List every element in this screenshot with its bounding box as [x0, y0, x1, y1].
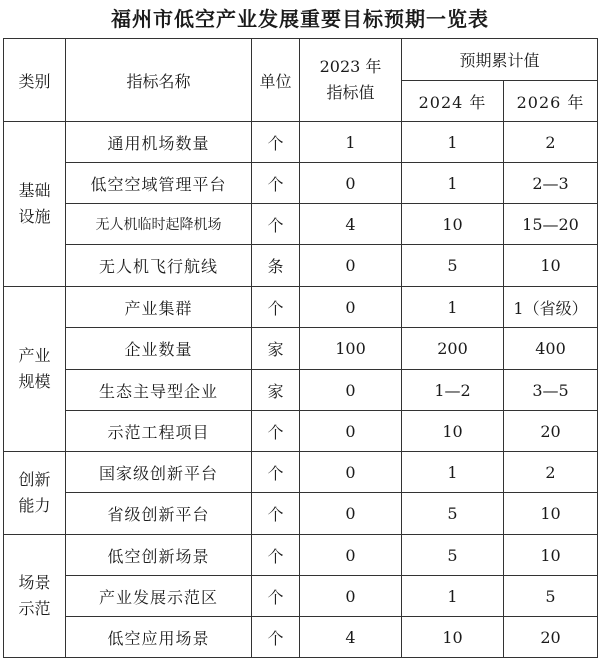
value-2023: 0 — [300, 576, 402, 617]
value-2024: 1 — [402, 163, 504, 204]
value-2026: 5 — [504, 576, 598, 617]
table-row — [4, 535, 598, 576]
indicator-name: 企业数量 — [66, 328, 252, 370]
page-title: 福州市低空产业发展重要目标预期一览表 — [111, 7, 489, 31]
value-2023: 0 — [300, 493, 402, 535]
value-2024: 10 — [402, 617, 504, 658]
unit-cell: 个 — [252, 287, 300, 328]
unit-cell: 个 — [252, 163, 300, 204]
indicator-name: 低空应用场景 — [66, 617, 252, 658]
value-2023: 4 — [300, 617, 402, 658]
table-row — [4, 245, 598, 287]
value-2024: 10 — [402, 411, 504, 452]
category-label: 基础 — [18, 181, 51, 200]
indicator-name: 低空空域管理平台 — [66, 163, 252, 204]
table-row — [4, 287, 598, 328]
value-2024: 10 — [402, 204, 504, 245]
indicator-name: 国家级创新平台 — [66, 452, 252, 493]
value-2024: 200 — [402, 328, 504, 370]
indicator-name: 无人机飞行航线 — [66, 245, 252, 287]
category-cell — [4, 535, 66, 658]
category-label: 示范 — [18, 599, 51, 618]
value-2024: 1—2 — [402, 370, 504, 411]
value-2024: 1 — [402, 576, 504, 617]
category-label: 场景 — [18, 573, 51, 592]
value-2024: 5 — [402, 245, 504, 287]
value-2024: 5 — [402, 535, 504, 576]
value-2023: 0 — [300, 452, 402, 493]
unit-cell: 个 — [252, 452, 300, 493]
unit-cell: 家 — [252, 370, 300, 411]
category-cell — [4, 452, 66, 535]
header-baseline-year: 2023 年 — [319, 57, 382, 76]
indicator-name: 生态主导型企业 — [66, 370, 252, 411]
indicator-name: 无人机临时起降机场 — [66, 204, 252, 245]
value-2026: 20 — [504, 411, 598, 452]
value-2026: 400 — [504, 328, 598, 370]
table-row — [4, 204, 598, 245]
value-2026: 3—5 — [504, 370, 598, 411]
header-baseline-label: 指标值 — [326, 83, 375, 102]
header-row — [4, 39, 598, 81]
unit-cell: 家 — [252, 328, 300, 370]
value-2023: 0 — [300, 163, 402, 204]
indicator-name: 省级创新平台 — [66, 493, 252, 535]
value-2026: 2 — [504, 122, 598, 163]
value-2023: 0 — [300, 370, 402, 411]
value-2023: 1 — [300, 122, 402, 163]
unit-cell: 个 — [252, 122, 300, 163]
header-year-2024: 2024 年 — [402, 81, 504, 122]
value-2023: 0 — [300, 411, 402, 452]
unit-cell: 个 — [252, 617, 300, 658]
table-row — [4, 452, 598, 493]
category-label: 能力 — [18, 496, 51, 515]
value-2026: 10 — [504, 245, 598, 287]
value-2026: 2 — [504, 452, 598, 493]
indicator-name: 产业发展示范区 — [66, 576, 252, 617]
value-2026: 1（省级） — [504, 287, 598, 328]
value-2024: 5 — [402, 493, 504, 535]
unit-cell: 个 — [252, 493, 300, 535]
value-2024: 1 — [402, 122, 504, 163]
value-2026: 15—20 — [504, 204, 598, 245]
category-label: 产业 — [18, 346, 51, 365]
header-unit: 单位 — [252, 39, 300, 122]
category-label: 规模 — [18, 372, 51, 391]
value-2023: 0 — [300, 287, 402, 328]
value-2024: 1 — [402, 452, 504, 493]
unit-cell: 个 — [252, 411, 300, 452]
header-year-2026: 2026 年 — [504, 81, 598, 122]
category-cell — [4, 287, 66, 452]
value-2024: 1 — [402, 287, 504, 328]
value-2023: 4 — [300, 204, 402, 245]
value-2026: 2—3 — [504, 163, 598, 204]
value-2023: 100 — [300, 328, 402, 370]
indicator-name: 产业集群 — [66, 287, 252, 328]
value-2023: 0 — [300, 245, 402, 287]
header-indicator: 指标名称 — [66, 39, 252, 122]
indicator-name: 低空创新场景 — [66, 535, 252, 576]
indicator-name: 示范工程项目 — [66, 411, 252, 452]
table-row — [4, 122, 598, 163]
value-2026: 20 — [504, 617, 598, 658]
table-row — [4, 163, 598, 204]
category-label: 设施 — [18, 207, 51, 226]
header-category: 类别 — [4, 39, 66, 122]
table-row — [4, 493, 598, 535]
unit-cell: 条 — [252, 245, 300, 287]
table-row — [4, 328, 598, 370]
table-row — [4, 370, 598, 411]
unit-cell: 个 — [252, 535, 300, 576]
value-2023: 0 — [300, 535, 402, 576]
category-label: 创新 — [18, 470, 51, 489]
category-cell — [4, 122, 66, 287]
value-2026: 10 — [504, 535, 598, 576]
header-baseline — [300, 39, 402, 122]
header-forecast-group: 预期累计值 — [402, 39, 598, 81]
unit-cell: 个 — [252, 576, 300, 617]
value-2026: 10 — [504, 493, 598, 535]
targets-table — [3, 38, 598, 658]
table-row — [4, 411, 598, 452]
table-row — [4, 617, 598, 658]
table-row — [4, 576, 598, 617]
unit-cell: 个 — [252, 204, 300, 245]
indicator-name: 通用机场数量 — [66, 122, 252, 163]
